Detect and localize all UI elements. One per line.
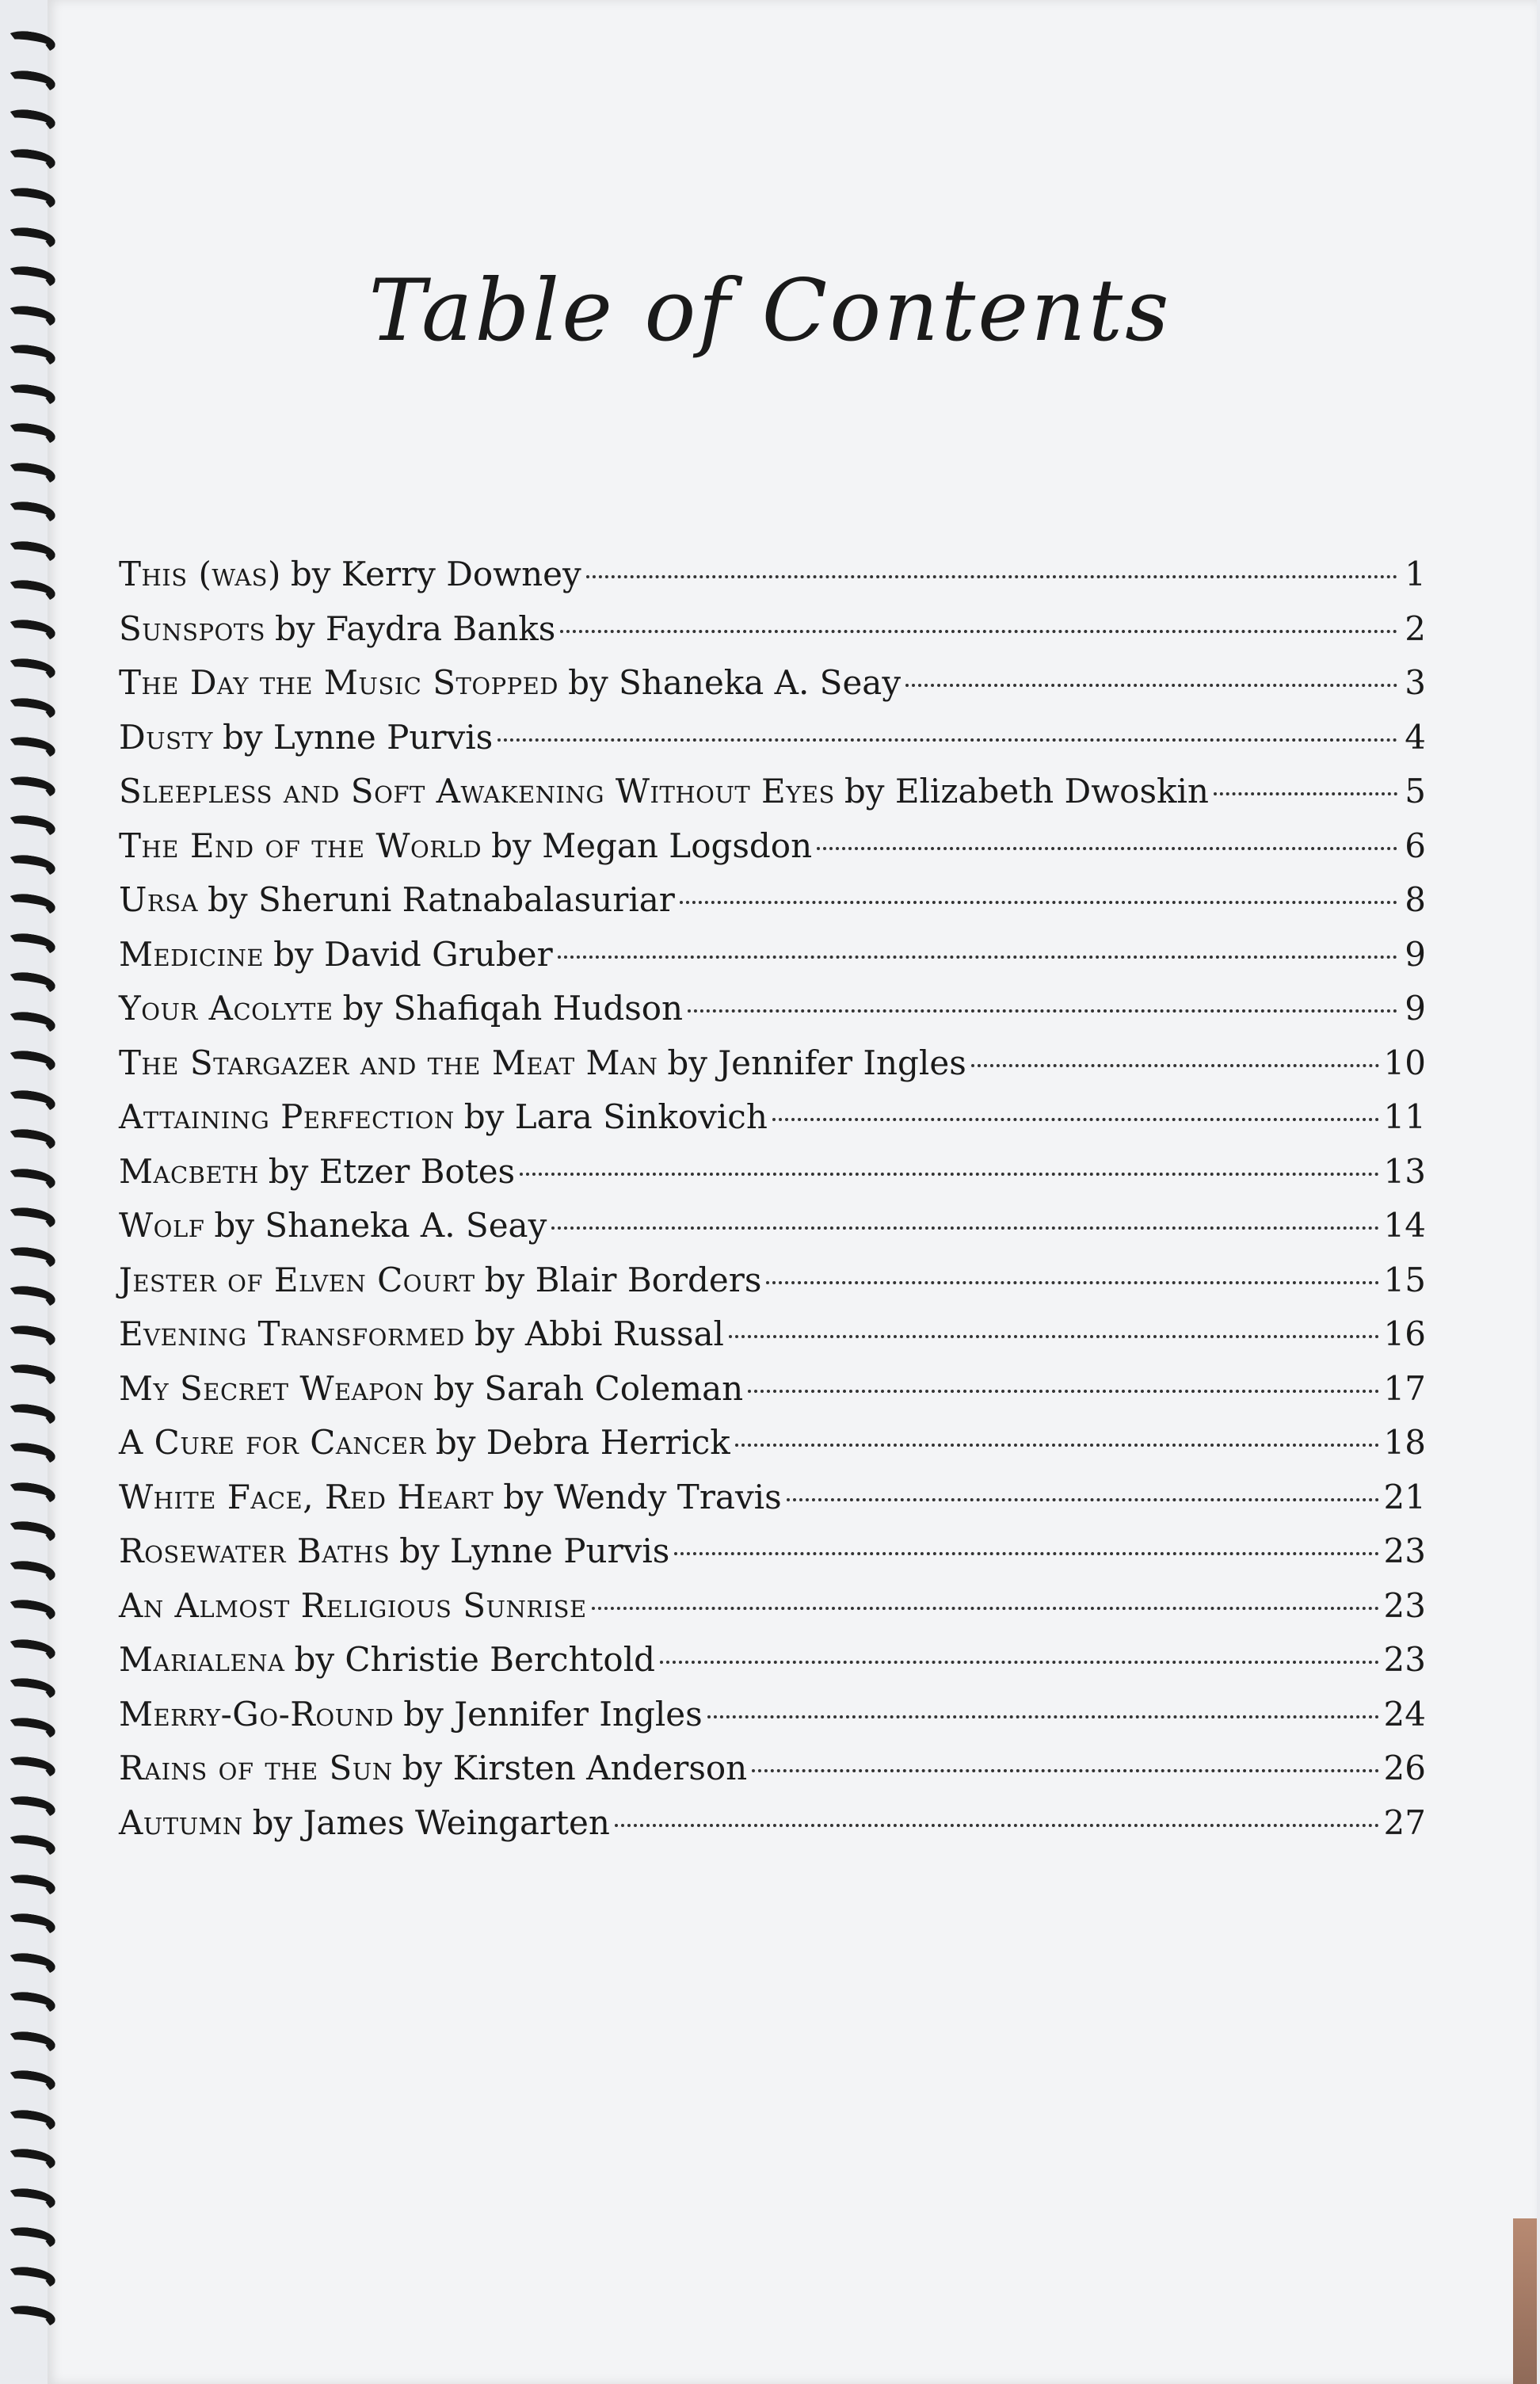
- toc-dot-leader: [558, 956, 1397, 959]
- binding-coil: [4, 2264, 57, 2291]
- toc-entry-title: Marialena: [119, 1640, 285, 1679]
- toc-entry-byline: by Etzer Botes: [268, 1151, 516, 1191]
- toc-entry-byline: by Sheruni Ratnabalasuriar: [208, 880, 675, 919]
- binding-coil: [4, 773, 57, 801]
- binding-coil: [4, 2303, 57, 2331]
- binding-coil: [4, 381, 57, 409]
- toc-dot-leader: [551, 1226, 1378, 1230]
- toc-entry: [119, 935, 1426, 990]
- binding-coil: [4, 1440, 57, 1468]
- toc-entry-title: The Day the Music Stopped: [119, 663, 559, 702]
- binding-coil: [4, 1558, 57, 1585]
- toc-entry-page-number: 5: [1405, 772, 1426, 811]
- toc-entry-page-number: 6: [1405, 826, 1426, 865]
- toc-entry-page-number: 15: [1383, 1260, 1426, 1299]
- binding-coil: [4, 1871, 57, 1899]
- toc-entry-page-number: 10: [1383, 1043, 1426, 1082]
- toc-entry-byline: by Lara Sinkovich: [463, 1097, 768, 1136]
- binding-coil: [4, 578, 57, 605]
- binding-coil: [4, 185, 57, 213]
- binding-coil: [4, 1833, 57, 1860]
- toc-entry-title: My Secret Weapon: [119, 1368, 425, 1408]
- toc-dot-leader: [520, 1173, 1378, 1176]
- toc-entry-title: Your Acolyte: [119, 989, 334, 1028]
- binding-coil: [4, 421, 57, 448]
- toc-entry: [119, 1531, 1426, 1586]
- toc-dot-leader: [729, 1335, 1379, 1338]
- toc-entry-title: Jester of Elven Court: [119, 1260, 475, 1299]
- toc-entry: [119, 1586, 1426, 1641]
- binding-coil: [4, 813, 57, 841]
- toc-entry: [119, 826, 1426, 881]
- toc-entry-page-number: 17: [1383, 1368, 1426, 1408]
- binding-coil: [4, 1284, 57, 1311]
- toc-entry-byline: by Abbi Russal: [474, 1314, 724, 1353]
- toc-entry-byline: by Lynne Purvis: [222, 717, 494, 757]
- binding-coil: [4, 460, 57, 487]
- toc-entry-title: An Almost Religious Sunrise: [119, 1585, 587, 1625]
- toc-entry-byline: by Kerry Downey: [290, 555, 581, 593]
- binding-coil: [4, 224, 57, 252]
- toc-entry-byline: by Wendy Travis: [503, 1477, 782, 1516]
- toc-entry-title: The End of the World: [119, 826, 482, 865]
- binding-coil: [4, 695, 57, 723]
- toc-entry-title: White Face, Red Heart: [119, 1477, 494, 1516]
- toc-dot-leader: [680, 901, 1397, 904]
- binding-coil: [4, 2185, 57, 2213]
- toc-entry: [119, 1206, 1426, 1261]
- toc-entry-page-number: 11: [1383, 1097, 1426, 1136]
- binding-coil: [4, 29, 57, 56]
- toc-entry: [119, 1640, 1426, 1695]
- binding-coil: [4, 2225, 57, 2252]
- toc-entry-byline: by David Gruber: [273, 934, 553, 974]
- toc-entry-title: Dusty: [119, 717, 213, 757]
- binding-coil: [4, 1165, 57, 1193]
- toc-entry-page-number: 3: [1405, 663, 1426, 702]
- toc-entry: [119, 663, 1426, 718]
- toc-entry-title: Ursa: [119, 880, 199, 919]
- toc-entry-title: Attaining Perfection: [119, 1097, 455, 1136]
- toc-entry: [119, 880, 1426, 935]
- binding-coil: [4, 852, 57, 879]
- binding-coil: [4, 2028, 57, 2056]
- toc-entry-page-number: 21: [1383, 1477, 1426, 1516]
- binding-coil: [4, 2068, 57, 2096]
- toc-entry-page-number: 16: [1383, 1314, 1426, 1353]
- spiral-binding: [0, 32, 63, 2377]
- toc-entry-page-number: 13: [1383, 1151, 1426, 1191]
- toc-entry-byline: by Megan Logsdon: [491, 826, 813, 865]
- binding-coil: [4, 1519, 57, 1547]
- binding-coil: [4, 1754, 57, 1782]
- toc-entry-page-number: 2: [1405, 608, 1426, 648]
- binding-coil: [4, 734, 57, 762]
- toc-entry-page-number: 23: [1383, 1531, 1426, 1570]
- toc-entry-title: Merry-Go-Round: [119, 1694, 395, 1734]
- binding-coil: [4, 1715, 57, 1742]
- toc-entry-page-number: 14: [1383, 1206, 1426, 1245]
- toc-entry-byline: by Jennifer Ingles: [403, 1694, 703, 1734]
- toc-entry: [119, 1097, 1426, 1152]
- toc-entry-byline: by Shaneka A. Seay: [214, 1206, 547, 1245]
- toc-entry: [119, 718, 1426, 772]
- toc-entry-page-number: 9: [1405, 934, 1426, 974]
- toc-entry-page-number: 9: [1405, 989, 1426, 1028]
- toc-dot-leader: [735, 1444, 1379, 1447]
- toc-entry: [119, 555, 1426, 609]
- toc-entry: [119, 989, 1426, 1043]
- binding-coil: [4, 1087, 57, 1115]
- toc-dot-leader: [772, 1118, 1379, 1121]
- binding-coil: [4, 1597, 57, 1625]
- binding-coil: [4, 2107, 57, 2134]
- binding-coil: [4, 1205, 57, 1233]
- toc-dot-leader: [707, 1715, 1379, 1718]
- binding-coil: [4, 656, 57, 684]
- binding-coil: [4, 1676, 57, 1703]
- toc-dot-leader: [971, 1064, 1379, 1067]
- toc-entry-page-number: 24: [1383, 1694, 1426, 1734]
- binding-coil: [4, 1911, 57, 1939]
- toc-entry-title: Evening Transformed: [119, 1314, 465, 1353]
- toc-entry-byline: by Lynne Purvis: [399, 1531, 670, 1570]
- toc-dot-leader: [660, 1661, 1379, 1664]
- toc-dot-leader: [497, 738, 1397, 742]
- toc-dot-leader: [1214, 792, 1397, 795]
- toc-entry-byline: by Kirsten Anderson: [402, 1749, 748, 1787]
- binding-coil: [4, 1322, 57, 1350]
- toc-entry: [119, 1152, 1426, 1207]
- toc-entry: [119, 1803, 1426, 1858]
- binding-coil: [4, 499, 57, 527]
- toc-entry-byline: by Jennifer Ingles: [667, 1043, 966, 1082]
- toc-entry-title: Sunspots: [119, 608, 265, 648]
- toc-entry-title: Medicine: [119, 934, 265, 974]
- toc-entry-title: Rains of the Sun: [119, 1749, 393, 1787]
- toc-entry: [119, 772, 1426, 826]
- toc-entry-title: This (was): [119, 555, 281, 593]
- toc-entry: [119, 609, 1426, 664]
- toc-entry-page-number: 18: [1383, 1423, 1426, 1462]
- toc-entry-byline: by Shaneka A. Seay: [568, 663, 902, 702]
- binding-coil: [4, 538, 57, 566]
- toc-entry-byline: by Faydra Banks: [274, 608, 556, 648]
- toc-dot-leader: [787, 1498, 1379, 1501]
- toc-dot-leader: [688, 1009, 1397, 1013]
- binding-coil: [4, 1401, 57, 1428]
- binding-coil: [4, 2146, 57, 2174]
- toc-entry: [119, 1314, 1426, 1369]
- binding-coil: [4, 1048, 57, 1076]
- toc-entry-page-number: 26: [1383, 1749, 1426, 1787]
- toc-entry-title: Sleepless and Soft Awakening Without Eyes: [119, 772, 835, 811]
- toc-entry: [119, 1423, 1426, 1478]
- toc-dot-leader: [748, 1390, 1378, 1393]
- toc-entry: [119, 1695, 1426, 1749]
- binding-coil: [4, 107, 57, 135]
- toc-entry-byline: by Shafiqah Hudson: [342, 989, 684, 1028]
- toc-entry-title: The Stargazer and the Meat Man: [119, 1043, 658, 1082]
- toc-entry: [119, 1369, 1426, 1424]
- toc-entry-byline: by Christie Berchtold: [294, 1640, 656, 1679]
- toc-dot-leader: [905, 684, 1397, 687]
- toc-dot-leader: [752, 1769, 1378, 1772]
- binding-coil: [4, 67, 57, 95]
- toc-entry-page-number: 23: [1383, 1585, 1426, 1625]
- page-edge: [1513, 2218, 1537, 2384]
- toc-dot-leader: [592, 1607, 1379, 1610]
- toc-entry-page-number: 27: [1383, 1802, 1426, 1842]
- toc-dot-leader: [674, 1552, 1378, 1555]
- binding-coil: [4, 1479, 57, 1507]
- binding-coil: [4, 1244, 57, 1272]
- binding-coil: [4, 146, 57, 174]
- toc-entry: [119, 1261, 1426, 1315]
- toc-entry-byline: by Sarah Coleman: [433, 1368, 744, 1408]
- toc-dot-leader: [615, 1824, 1379, 1827]
- toc-entry-page-number: 4: [1405, 717, 1426, 757]
- toc-dot-leader: [817, 847, 1397, 850]
- toc-entry-byline: by Elizabeth Dwoskin: [844, 772, 1209, 811]
- binding-coil: [4, 930, 57, 958]
- toc-entry-byline: by Debra Herrick: [435, 1423, 730, 1462]
- toc-entry-title: Macbeth: [119, 1151, 259, 1191]
- toc-dot-leader: [560, 630, 1397, 633]
- toc-entry-byline: by James Weingarten: [252, 1802, 610, 1842]
- toc-entry-title: Wolf: [119, 1206, 205, 1245]
- page-title: Table of Contents: [368, 261, 1172, 360]
- toc-dot-leader: [586, 575, 1397, 578]
- toc-entry-title: A Cure for Cancer: [119, 1423, 426, 1462]
- toc-entry: [119, 1749, 1426, 1803]
- toc-entry: [119, 1043, 1426, 1098]
- binding-coil: [4, 1793, 57, 1821]
- binding-coil: [4, 1989, 57, 2017]
- binding-coil: [4, 1362, 57, 1390]
- table-of-contents: [119, 555, 1426, 1857]
- toc-entry-title: Autumn: [119, 1802, 243, 1842]
- binding-coil: [4, 891, 57, 919]
- binding-coil: [4, 1009, 57, 1036]
- toc-entry: [119, 1478, 1426, 1532]
- toc-entry-byline: by Blair Borders: [484, 1260, 762, 1299]
- toc-dot-leader: [766, 1281, 1378, 1284]
- binding-coil: [4, 1636, 57, 1664]
- binding-coil: [4, 1127, 57, 1154]
- toc-entry-page-number: 1: [1405, 555, 1426, 593]
- toc-entry-title: Rosewater Baths: [119, 1531, 391, 1570]
- binding-coil: [4, 970, 57, 997]
- binding-coil: [4, 616, 57, 644]
- toc-entry-page-number: 8: [1405, 880, 1426, 919]
- binding-coil: [4, 1950, 57, 1978]
- toc-entry-page-number: 23: [1383, 1640, 1426, 1679]
